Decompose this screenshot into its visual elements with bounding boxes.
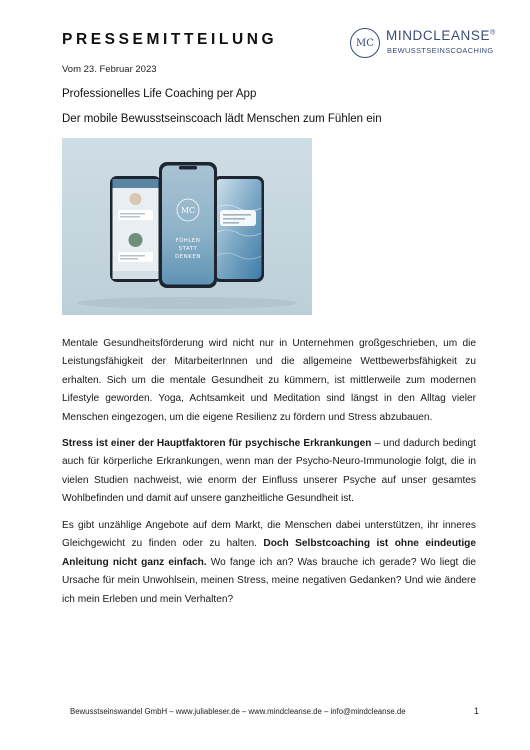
paragraph-2-bold: Stress ist einer der Hauptfaktoren für psychische Erkrankungen (62, 438, 372, 449)
registered-mark: ® (490, 29, 496, 37)
paragraph-3 (62, 517, 476, 609)
paragraph-2 (62, 435, 476, 509)
app-mockup-image (62, 138, 312, 315)
right-phone (213, 176, 264, 282)
footer-contact: Bewusstseinswandel GmbH – www.juliableser.de – www.mindcleanse.de – info@mindcleanse.de (70, 707, 406, 716)
paragraph-3-start: Es gibt unzählige Angebote auf dem Markt, die Menschen dabei unterstützen, ihr inneres Gleichgewicht zu finden oder zu halten. (62, 520, 476, 550)
mindcleanse-logo (350, 26, 510, 60)
paragraph-1: Mentale Gesundheitsförderung wird nicht nur in Unternehmen großgeschrieben, um die Leistungsfähigkeit der MitarbeiterInnen und die allgemeine Wettbewerbsfähigkeit zu erhalten. Sich um die mentale Gesundheit zu kümmern, ist mittlerweile zum modernen Lifestyle geworden. Yoga, Achtsamkeit und Meditation sind längst in den Alltag vieler Menschen eingezogen, um die eigene Resilienz zu fördern und Stress abzubauen. (62, 338, 476, 423)
phone-line-3: DENKEN (175, 254, 201, 260)
page-number: 1 (474, 706, 480, 716)
logo-monogram-icon: MC (350, 28, 380, 58)
logo-name (386, 28, 496, 43)
paragraph-2-rest: – und dadurch bedingt auch für körperliche Erkrankungen, wenn man der Psycho-Neuro-Immunologie folgt, die in vielen Studien nachweist, wie enorm der Einfluss unserer Psyche auf unser gesamtes Wohlbefinden und damit auf unsere ganzheitliche Gesundheit ist. (62, 438, 476, 505)
phone-line-1: FÜHLEN (175, 238, 201, 244)
release-date: Vom 23. Februar 2023 (62, 64, 157, 75)
paragraph-3-bold: Doch Selbstcoaching ist ohne eindeutige Anleitung nicht ganz einfach. (62, 538, 477, 568)
center-phone (159, 162, 217, 288)
logo-tagline: BEWUSSTSEINSCOACHING (387, 46, 494, 55)
three-phones-illustration (62, 138, 312, 315)
subtitle-line-2: Der mobile Bewusstseinscoach lädt Menschen zum Fühlen ein (62, 113, 382, 125)
svg-text:MC: MC (180, 206, 196, 215)
left-phone (110, 176, 161, 282)
phone-line-2: STATT (178, 246, 198, 252)
press-release-heading: PRESSEMITTEILUNG (62, 31, 278, 48)
logo-name-text: MINDCLEANSE (386, 28, 491, 43)
subtitle-line-1: Professionelles Life Coaching per App (62, 88, 257, 100)
paragraph-3-end: Wo fange ich an? Was brauche ich gerade? Wo liegt die Ursache für mein Unwohlsein, meinen Stress, meine negativen Gedanken? Und wie ändere ich mein Erleben und mein Verhalten? (62, 556, 476, 605)
